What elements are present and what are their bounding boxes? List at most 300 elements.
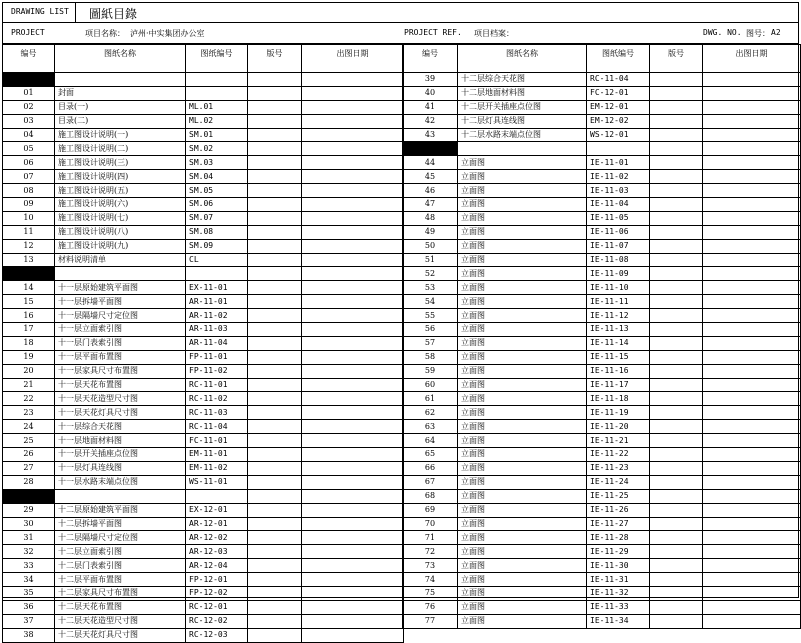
table-row — [403, 600, 801, 614]
cell-code: SM.05 — [186, 184, 248, 198]
cell-version — [650, 309, 703, 323]
table-row — [403, 364, 801, 378]
cell-code: SM.06 — [186, 198, 248, 212]
cell-version — [248, 295, 302, 309]
cell-name: 施工图设计说明(五) — [55, 184, 186, 198]
cell-version — [650, 531, 703, 545]
cell-date — [703, 392, 801, 406]
cell-date — [302, 253, 404, 267]
cell-date — [302, 586, 404, 600]
cell-version — [248, 392, 302, 406]
table-row — [3, 142, 404, 156]
cell-version — [650, 503, 703, 517]
cell-version — [248, 586, 302, 600]
cell-version — [650, 267, 703, 281]
cell-date — [703, 573, 801, 587]
cell-version — [248, 628, 302, 642]
cell-version — [248, 517, 302, 531]
cell-code: IE-11-07 — [587, 239, 650, 253]
cell-date — [302, 517, 404, 531]
table-row — [403, 323, 801, 337]
cell-no: 44 — [403, 156, 458, 170]
dwg-no-label: DWG. NO. — [703, 28, 742, 37]
cell-version — [650, 198, 703, 212]
cell-code: EM-11-01 — [186, 448, 248, 462]
cell-version — [248, 128, 302, 142]
cell-name — [55, 73, 186, 87]
cell-name: 十二层家具尺寸布置图 — [55, 586, 186, 600]
cell-name: 材料说明清单 — [55, 253, 186, 267]
cell-code: IE-11-06 — [587, 225, 650, 239]
col-header-date: 出图日期 — [302, 45, 404, 73]
col-header-date: 出图日期 — [703, 45, 801, 73]
cell-date — [302, 114, 404, 128]
cell-version — [248, 100, 302, 114]
cell-date — [703, 586, 801, 600]
cell-no: 09 — [3, 198, 55, 212]
table-row — [3, 100, 404, 114]
cell-version — [650, 253, 703, 267]
cell-name: 十一层拆墙平面图 — [55, 295, 186, 309]
cell-version — [248, 184, 302, 198]
col-header-name: 图纸名称 — [458, 45, 587, 73]
cell-no: 16 — [3, 309, 55, 323]
cell-date — [703, 503, 801, 517]
table-row — [3, 531, 404, 545]
project-label: PROJECT — [11, 28, 45, 37]
table-row — [403, 211, 801, 225]
cell-name: 十一层平面布置图 — [55, 350, 186, 364]
cell-name: 立面图 — [458, 378, 587, 392]
table-row — [3, 545, 404, 559]
cell-no: 03 — [3, 114, 55, 128]
cell-name: 立面图 — [458, 295, 587, 309]
cell-date — [302, 573, 404, 587]
cell-no: 56 — [403, 323, 458, 337]
cell-date — [703, 225, 801, 239]
table-row — [403, 392, 801, 406]
table-row — [403, 461, 801, 475]
cell-name: 十一层地面材料图 — [55, 434, 186, 448]
cell-no: 07 — [3, 170, 55, 184]
cell-code: FC-11-01 — [186, 434, 248, 448]
cell-code: AR-12-01 — [186, 517, 248, 531]
cell-code: IE-11-13 — [587, 323, 650, 337]
cell-version — [650, 73, 703, 87]
cell-name: 十二层天花造型尺寸图 — [55, 614, 186, 628]
table-row — [3, 114, 404, 128]
cell-date — [703, 406, 801, 420]
table-row — [403, 225, 801, 239]
cell-no: 17 — [3, 323, 55, 337]
cell-code: FC-12-01 — [587, 86, 650, 100]
cell-no: 21 — [3, 378, 55, 392]
cell-date — [703, 517, 801, 531]
cell-date — [703, 378, 801, 392]
cell-version — [650, 239, 703, 253]
cell-date — [302, 364, 404, 378]
cell-date — [703, 448, 801, 462]
cell-no: 67 — [403, 475, 458, 489]
cell-version — [650, 406, 703, 420]
cell-date — [703, 475, 801, 489]
cell-code: AR-12-02 — [186, 531, 248, 545]
cell-code: IE-11-29 — [587, 545, 650, 559]
table-row — [3, 323, 404, 337]
table-row — [403, 378, 801, 392]
cell-date — [302, 475, 404, 489]
table-row — [3, 600, 404, 614]
table-row — [3, 392, 404, 406]
cell-version — [650, 86, 703, 100]
cell-code: IE-11-28 — [587, 531, 650, 545]
cell-code: SM.04 — [186, 170, 248, 184]
cell-no: 57 — [403, 336, 458, 350]
page-title: 圖紙目錄 — [89, 7, 138, 21]
cell-no: 51 — [403, 253, 458, 267]
cell-date — [302, 614, 404, 628]
cell-no: 36 — [3, 600, 55, 614]
cell-code: IE-11-18 — [587, 392, 650, 406]
cell-code: RC-11-04 — [587, 73, 650, 87]
cell-version — [650, 323, 703, 337]
cell-code: IE-11-22 — [587, 448, 650, 462]
cell-no: 37 — [3, 614, 55, 628]
cell-version — [248, 336, 302, 350]
cell-version — [248, 448, 302, 462]
cell-name: 立面图 — [458, 420, 587, 434]
cell-name: 立面图 — [458, 198, 587, 212]
table-row — [3, 281, 404, 295]
cell-no: 38 — [3, 628, 55, 642]
cell-date — [302, 309, 404, 323]
cell-name: 十一层综合天花图 — [55, 420, 186, 434]
cell-code: IE-11-15 — [587, 350, 650, 364]
cell-no: 70 — [403, 517, 458, 531]
cell-name: 十二层拆墙平面图 — [55, 517, 186, 531]
cell-version — [650, 475, 703, 489]
cell-no: 32 — [3, 545, 55, 559]
cell-no: 40 — [403, 86, 458, 100]
table-row — [403, 420, 801, 434]
cell-date — [302, 198, 404, 212]
table-row — [403, 350, 801, 364]
cell-code: SM.07 — [186, 211, 248, 225]
cell-date — [302, 392, 404, 406]
cell-code: IE-11-33 — [587, 600, 650, 614]
cell-date — [703, 461, 801, 475]
cell-version — [248, 503, 302, 517]
cell-no: 69 — [403, 503, 458, 517]
cell-code: IE-11-25 — [587, 489, 650, 503]
cell-code — [186, 73, 248, 87]
cell-name: 立面图 — [458, 586, 587, 600]
cell-name: 十二层原始建筑平面图 — [55, 503, 186, 517]
cell-date — [703, 156, 801, 170]
col-header-no: 编号 — [403, 45, 458, 73]
cell-name: 立面图 — [458, 475, 587, 489]
cell-version — [650, 156, 703, 170]
table-row — [3, 586, 404, 600]
cell-name: 立面图 — [458, 170, 587, 184]
cell-code: IE-11-24 — [587, 475, 650, 489]
cell-no: 35 — [3, 586, 55, 600]
table-row — [403, 545, 801, 559]
cell-code: RC-12-03 — [186, 628, 248, 642]
cell-no: 74 — [403, 573, 458, 587]
cell-version — [650, 336, 703, 350]
title-bar — [3, 3, 798, 23]
cell-version — [650, 128, 703, 142]
cell-name: 施工图设计说明(六) — [55, 198, 186, 212]
cell-code: SM.02 — [186, 142, 248, 156]
cell-version — [650, 364, 703, 378]
cell-version — [248, 614, 302, 628]
cell-no: 49 — [403, 225, 458, 239]
cell-date — [703, 198, 801, 212]
table-row — [403, 309, 801, 323]
cell-date — [703, 614, 801, 628]
table-row — [403, 239, 801, 253]
table-row — [403, 586, 801, 600]
col-header-name: 图纸名称 — [55, 45, 186, 73]
title-divider — [75, 3, 76, 23]
cell-version — [248, 211, 302, 225]
cell-version — [248, 170, 302, 184]
cell-date — [703, 350, 801, 364]
cell-name — [55, 489, 186, 503]
cell-code: RC-11-03 — [186, 406, 248, 420]
drawing-table-right — [402, 44, 801, 629]
cell-code: IE-11-12 — [587, 309, 650, 323]
cell-no: 11 — [3, 225, 55, 239]
cell-name: 立面图 — [458, 364, 587, 378]
cell-version — [650, 114, 703, 128]
col-header-no: 编号 — [3, 45, 55, 73]
cell-no: 15 — [3, 295, 55, 309]
cell-date — [703, 128, 801, 142]
cell-no: 48 — [403, 211, 458, 225]
cell-code: IE-11-21 — [587, 434, 650, 448]
cell-version — [248, 406, 302, 420]
project-file-label: 项目档案： — [474, 29, 514, 38]
table-row — [403, 198, 801, 212]
table-row — [3, 336, 404, 350]
cell-version — [248, 309, 302, 323]
cell-date — [703, 489, 801, 503]
cell-date — [703, 295, 801, 309]
cell-date — [302, 378, 404, 392]
cell-name: 立面图 — [458, 225, 587, 239]
cell-code: WS-12-01 — [587, 128, 650, 142]
cell-version — [650, 517, 703, 531]
cell-date — [302, 420, 404, 434]
cell-date — [302, 225, 404, 239]
cell-date — [302, 323, 404, 337]
cell-version — [248, 323, 302, 337]
col-header-version: 版号 — [650, 45, 703, 73]
cell-name: 施工图设计说明(四) — [55, 170, 186, 184]
cell-no: 19 — [3, 350, 55, 364]
cell-date — [703, 184, 801, 198]
table-row — [3, 517, 404, 531]
cell-name: 十二层地面材料图 — [458, 86, 587, 100]
project-name: 泸州·中实集团办公室 — [130, 29, 205, 38]
cell-code: AR-12-03 — [186, 545, 248, 559]
cell-no: 14 — [3, 281, 55, 295]
cell-code: EM-12-02 — [587, 114, 650, 128]
cell-code: FP-11-01 — [186, 350, 248, 364]
cell-code: IE-11-04 — [587, 198, 650, 212]
cell-no: 41 — [403, 100, 458, 114]
cell-no: 23 — [3, 406, 55, 420]
cell-name: 十一层灯具连线图 — [55, 461, 186, 475]
cell-version — [248, 281, 302, 295]
table-row — [403, 336, 801, 350]
figure-no: A2 — [771, 28, 781, 37]
table-row — [403, 73, 801, 87]
cell-version — [650, 434, 703, 448]
cell-date — [302, 156, 404, 170]
cell-no: 54 — [403, 295, 458, 309]
cell-version — [650, 392, 703, 406]
cell-date — [302, 406, 404, 420]
cell-date — [302, 86, 404, 100]
cell-date — [302, 461, 404, 475]
project-ref-label: PROJECT REF. — [404, 28, 462, 37]
cell-version — [650, 559, 703, 573]
cell-version — [650, 211, 703, 225]
cell-date — [302, 170, 404, 184]
cell-name: 立面图 — [458, 336, 587, 350]
cell-code: EX-11-01 — [186, 281, 248, 295]
cell-version — [650, 573, 703, 587]
cell-code: FP-12-01 — [186, 573, 248, 587]
cell-date — [703, 600, 801, 614]
cell-date — [703, 336, 801, 350]
cell-date — [302, 281, 404, 295]
cell-name: 十二层立面索引图 — [55, 545, 186, 559]
cell-no: 53 — [403, 281, 458, 295]
cell-code: IE-11-05 — [587, 211, 650, 225]
cell-name: 立面图 — [458, 267, 587, 281]
cell-code: AR-12-04 — [186, 559, 248, 573]
table-row — [3, 434, 404, 448]
project-info-bar — [3, 23, 798, 44]
cell-name: 施工图设计说明(八) — [55, 225, 186, 239]
table-row — [3, 406, 404, 420]
cell-name: 十二层天花灯具尺寸图 — [55, 628, 186, 642]
cell-name: 立面图 — [458, 309, 587, 323]
cell-no: 27 — [3, 461, 55, 475]
cell-version — [248, 239, 302, 253]
cell-version — [650, 281, 703, 295]
cell-code: WS-11-01 — [186, 475, 248, 489]
cell-code: AR-11-03 — [186, 323, 248, 337]
cell-name: 十一层家具尺寸布置图 — [55, 364, 186, 378]
cell-code: IE-11-14 — [587, 336, 650, 350]
cell-version — [248, 545, 302, 559]
cell-version — [248, 364, 302, 378]
cell-name: 十二层隔墙尺寸定位图 — [55, 531, 186, 545]
table-row — [3, 295, 404, 309]
cell-no: 77 — [403, 614, 458, 628]
table-row — [403, 281, 801, 295]
cell-code: ML.02 — [186, 114, 248, 128]
cell-name: 立面图 — [458, 406, 587, 420]
cell-name: 立面图 — [458, 350, 587, 364]
cell-date — [703, 309, 801, 323]
table-row — [3, 378, 404, 392]
table-row — [3, 364, 404, 378]
cell-code: AR-11-02 — [186, 309, 248, 323]
cell-no: 63 — [403, 420, 458, 434]
cell-no: 20 — [3, 364, 55, 378]
cell-code: RC-11-01 — [186, 378, 248, 392]
table-row — [3, 239, 404, 253]
project-name-label: 项目名称： — [85, 29, 125, 38]
table-row — [403, 170, 801, 184]
cell-no: 04 — [3, 128, 55, 142]
cell-name: 封面 — [55, 86, 186, 100]
col-header-version: 版号 — [248, 45, 302, 73]
cell-version — [650, 420, 703, 434]
cell-no: 29 — [3, 503, 55, 517]
cell-code: IE-11-03 — [587, 184, 650, 198]
cell-code: RC-11-02 — [186, 392, 248, 406]
cell-code: EM-12-01 — [587, 100, 650, 114]
cell-name: 立面图 — [458, 600, 587, 614]
table-row — [403, 86, 801, 100]
cell-version — [248, 489, 302, 503]
section-separator-row — [3, 73, 404, 87]
cell-no: 30 — [3, 517, 55, 531]
cell-code: RC-12-02 — [186, 614, 248, 628]
cell-no: 73 — [403, 559, 458, 573]
cell-version — [248, 156, 302, 170]
cell-version — [248, 461, 302, 475]
table-row — [3, 475, 404, 489]
cell-no: 05 — [3, 142, 55, 156]
table-row — [3, 128, 404, 142]
cell-no: 61 — [403, 392, 458, 406]
cell-name: 立面图 — [458, 517, 587, 531]
cell-code: IE-11-16 — [587, 364, 650, 378]
cell-date — [302, 336, 404, 350]
cell-version — [650, 461, 703, 475]
cell-version — [248, 475, 302, 489]
cell-code: IE-11-08 — [587, 253, 650, 267]
cell-code — [186, 489, 248, 503]
cell-date — [302, 350, 404, 364]
cell-name: 十二层灯具连线图 — [458, 114, 587, 128]
cell-date — [703, 114, 801, 128]
cell-date — [302, 239, 404, 253]
cell-code: IE-11-23 — [587, 461, 650, 475]
cell-no: 43 — [403, 128, 458, 142]
cell-name: 十二层天花布置图 — [55, 600, 186, 614]
cell-date — [302, 267, 404, 281]
cell-code — [186, 86, 248, 100]
cell-version — [650, 295, 703, 309]
cell-version — [248, 420, 302, 434]
cell-no: 47 — [403, 198, 458, 212]
cell-no — [3, 489, 55, 503]
table-row — [403, 100, 801, 114]
cell-date — [703, 253, 801, 267]
cell-version — [248, 600, 302, 614]
cell-date — [302, 559, 404, 573]
